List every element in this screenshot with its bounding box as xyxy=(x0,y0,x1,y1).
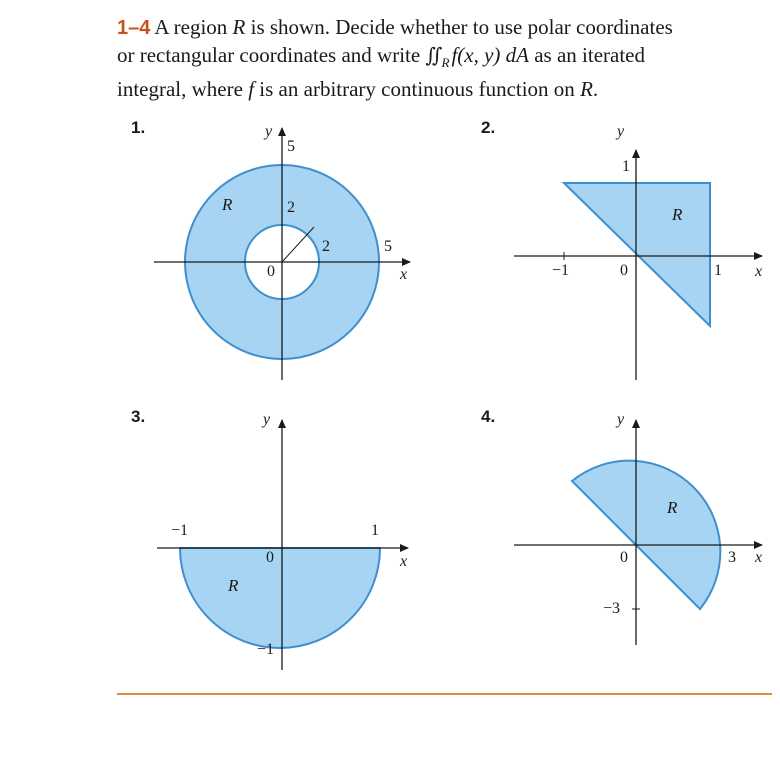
tick-label: −1 xyxy=(257,641,275,658)
figure-4-sector xyxy=(514,420,762,645)
figure-4-label: 4. xyxy=(481,407,496,426)
text-run: is shown. Decide whether to use polar coordinates xyxy=(245,15,673,39)
y-axis-label: y xyxy=(265,123,273,140)
function-symbol: f xyxy=(248,77,255,101)
region-label: R xyxy=(228,576,239,595)
tick-label: 1 xyxy=(622,158,630,175)
text-run: or rectangular coordinates and write xyxy=(117,43,426,67)
x-axis-label: x xyxy=(400,266,408,283)
triangle-region xyxy=(564,183,710,326)
figure-2-label: 2. xyxy=(481,118,496,137)
x-axis-label: x xyxy=(755,263,763,280)
region-symbol: R xyxy=(232,15,246,39)
tick-label: −1 xyxy=(552,262,570,279)
integral-subscript: R xyxy=(441,55,450,70)
region-label: R xyxy=(222,195,233,214)
region-label: R xyxy=(667,498,678,517)
tick-label: 0 xyxy=(620,549,628,566)
y-axis-label: y xyxy=(263,411,271,428)
x-axis-label: x xyxy=(400,553,408,570)
double-integral-sign: ∬ xyxy=(425,45,440,67)
half-disk-region xyxy=(180,548,380,648)
figure-3-label: 3. xyxy=(131,407,146,426)
tick-label: 2 xyxy=(322,238,330,255)
tick-label: 5 xyxy=(384,238,392,255)
text-run: . xyxy=(592,77,599,101)
tick-label: 5 xyxy=(287,138,295,155)
figure-3-half-disk xyxy=(157,420,408,670)
text-run: integral, where xyxy=(117,77,249,101)
text-run: A region xyxy=(154,15,233,39)
tick-label: 1 xyxy=(371,522,379,539)
y-axis-label: y xyxy=(617,411,625,428)
tick-label: 1 xyxy=(714,262,722,279)
text-run: as an iterated xyxy=(528,43,646,67)
tick-label: 3 xyxy=(728,549,736,566)
y-axis-label: y xyxy=(617,123,625,140)
figure-1-label: 1. xyxy=(131,118,146,137)
tick-label: 2 xyxy=(287,199,295,216)
figure-1-annulus xyxy=(154,128,410,380)
tick-label: 0 xyxy=(266,549,274,566)
tick-label: −1 xyxy=(171,522,189,539)
region-symbol: R xyxy=(580,77,593,101)
region-label: R xyxy=(672,205,683,224)
sector-region xyxy=(572,461,720,609)
tick-label: 0 xyxy=(267,263,275,280)
text-run: is an arbitrary continuous function on xyxy=(254,77,581,101)
x-axis-label: x xyxy=(755,549,763,566)
integrand: f(x, y) dA xyxy=(451,43,529,67)
tick-label: 0 xyxy=(620,262,628,279)
section-rule xyxy=(117,693,772,695)
problem-range: 1–4 xyxy=(117,17,151,39)
tick-label: −3 xyxy=(603,600,621,617)
